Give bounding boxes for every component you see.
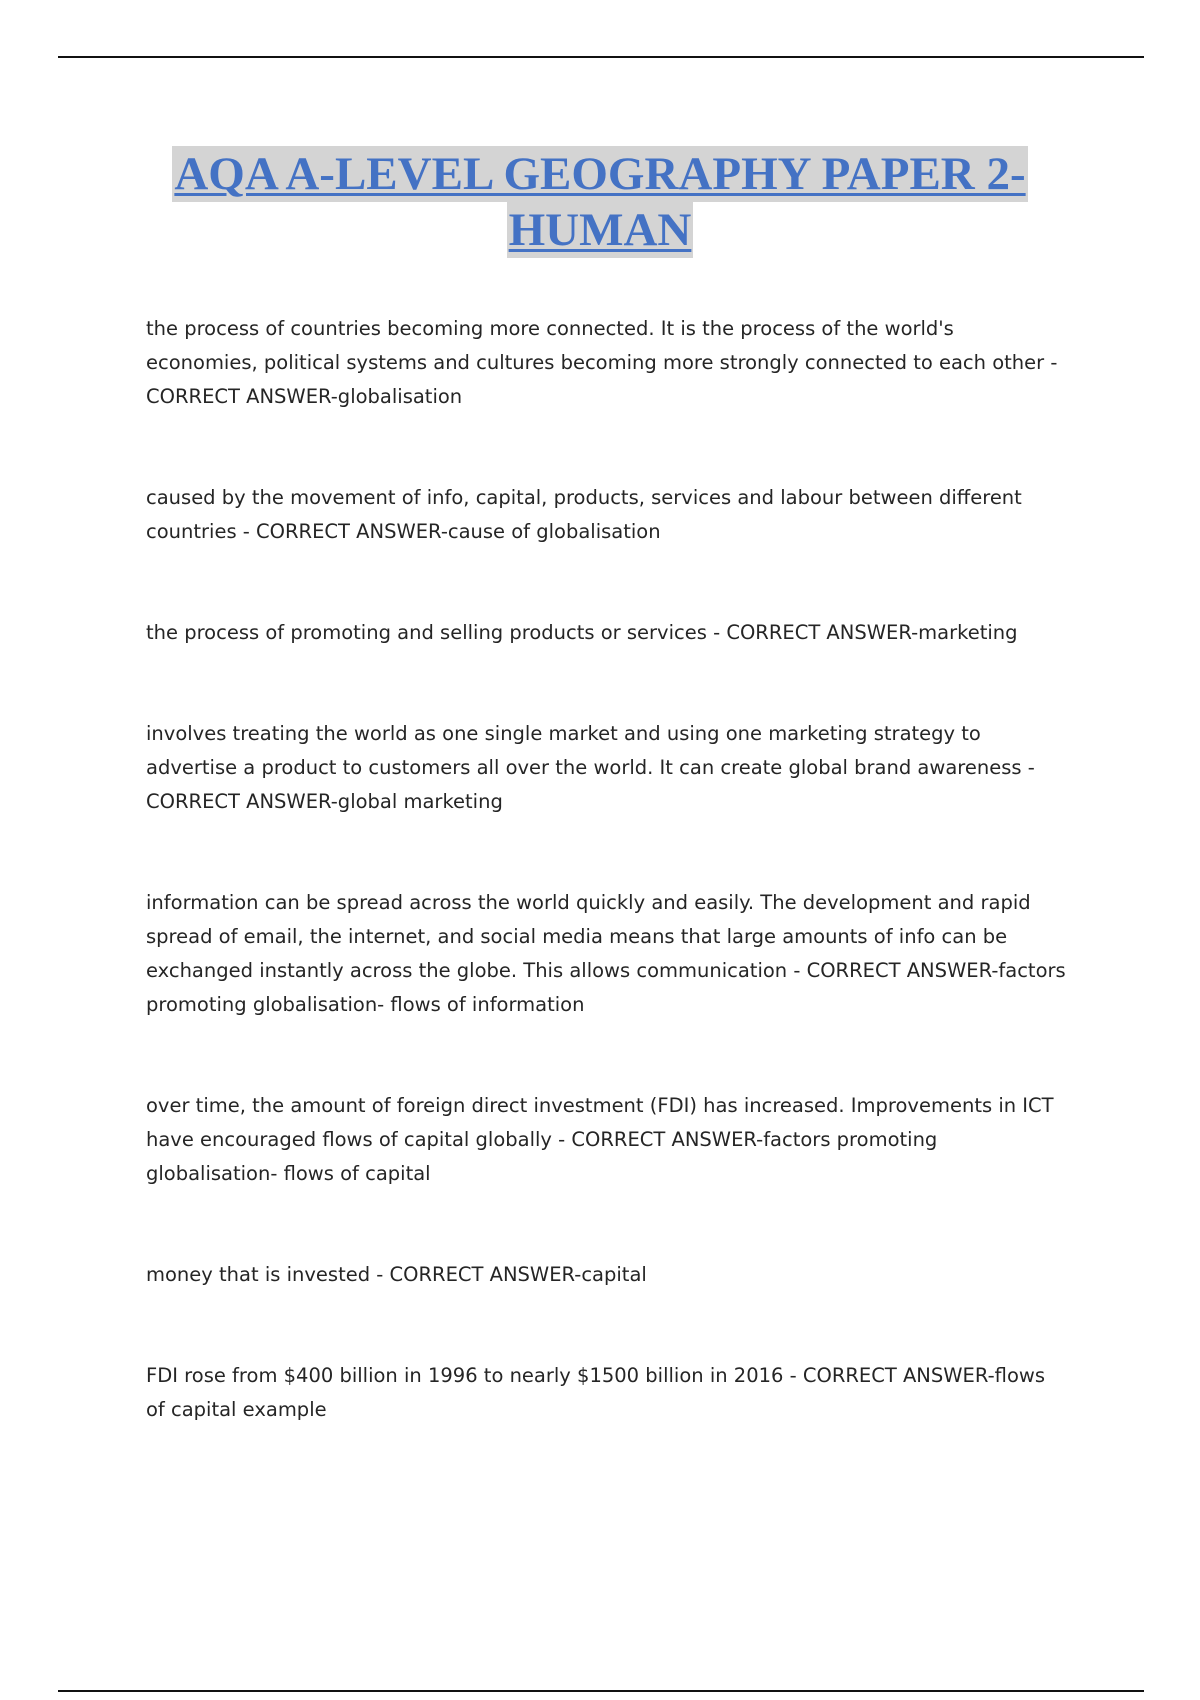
- title-line-1: AQA A-LEVEL GEOGRAPHY PAPER 2-: [174, 148, 1026, 200]
- flashcard-entry-4: involves treating the world as one single market and using one marketing strategy to advertise a product to customers all over the world. It can create global brand awareness - CORRECT ANSWER-global marketing: [146, 722, 1035, 813]
- flashcard-entry-5: information can be spread across the world quickly and easily. The development and rapid spread of email, the internet, and social media means that large amounts of info can be exchanged instantly across the globe. This allows communication - CORRECT ANSWER-factors promoting globalisation- flows of information: [146, 891, 1066, 1016]
- flashcard-entry-2: caused by the movement of info, capital, products, services and labour between different countries - CORRECT ANSWER-cause of globalisation: [146, 486, 1022, 543]
- flashcard-list: [146, 312, 1066, 1494]
- flashcard-entry-1: the process of countries becoming more connected. It is the process of the world's economies, political systems and cultures becoming more strongly connected to each other - CORRECT ANSWER-globalisation: [146, 317, 1058, 408]
- flashcard-entry-3: the process of promoting and selling products or services - CORRECT ANSWER-marketing: [146, 621, 1018, 644]
- header-rule: [58, 56, 1144, 58]
- document-title: [120, 146, 1080, 258]
- title-line-2: HUMAN: [508, 204, 692, 256]
- flashcard-entry-7: money that is invested - CORRECT ANSWER-capital: [146, 1263, 647, 1286]
- flashcard-entry-8: FDI rose from $400 billion in 1996 to nearly $1500 billion in 2016 - CORRECT ANSWER-flows of capital example: [146, 1364, 1045, 1421]
- flashcard-entry-6: over time, the amount of foreign direct investment (FDI) has increased. Improvements in ICT have encouraged flows of capital globally - CORRECT ANSWER-factors promoting globalisation- flows of capital: [146, 1094, 1054, 1185]
- footer-rule: [58, 1690, 1144, 1692]
